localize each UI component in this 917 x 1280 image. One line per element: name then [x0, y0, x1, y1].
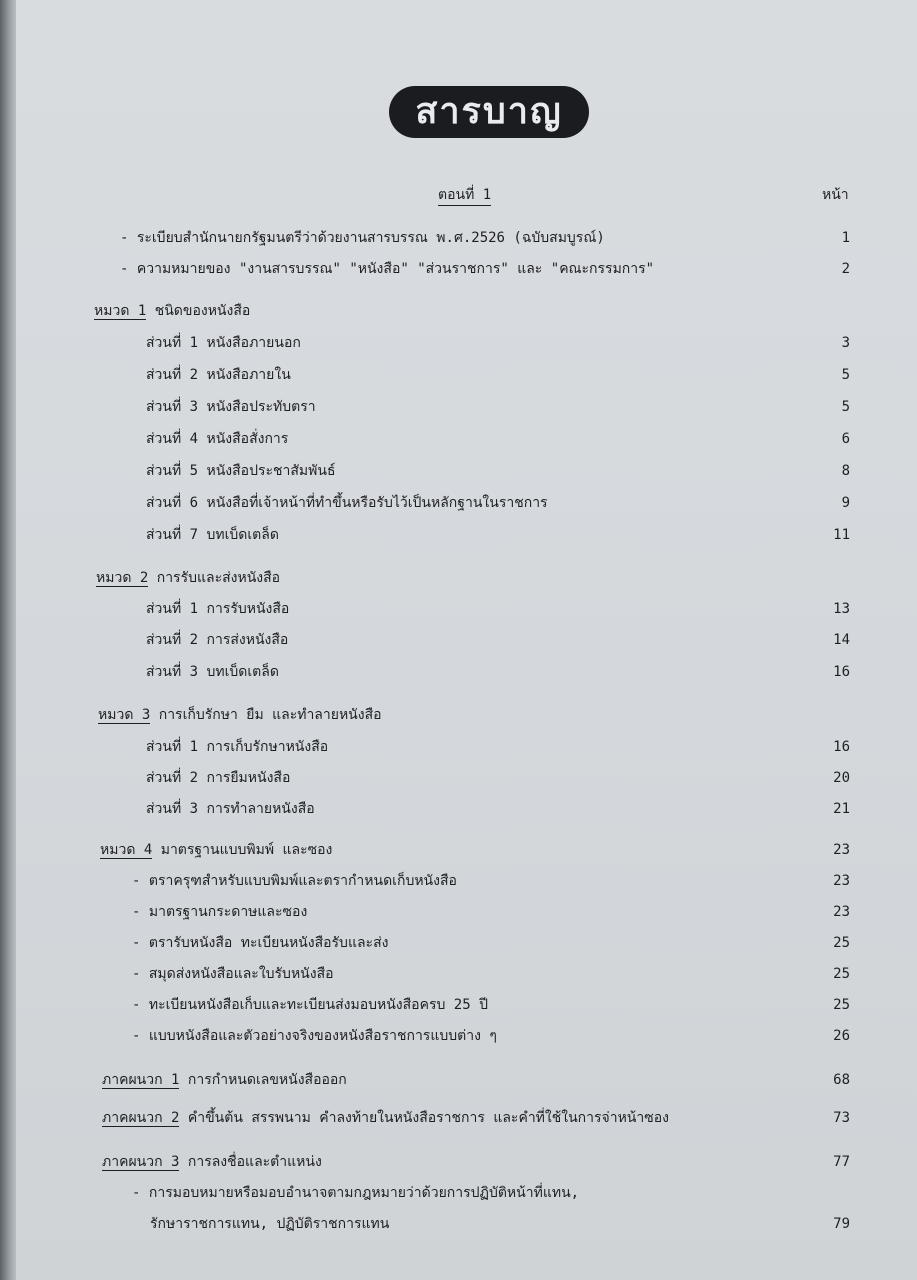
toc-row-page: 23 — [833, 904, 850, 920]
toc-row-text: ส่วนที่ 2 การยืมหนังสือ — [146, 770, 291, 786]
appendix-heading — [102, 1106, 850, 1130]
toc-row-text: ส่วนที่ 4 หนังสือสั่งการ — [146, 431, 289, 447]
toc-row — [146, 797, 850, 821]
appendix-heading — [102, 1068, 850, 1092]
toc-row — [146, 735, 850, 759]
toc-row-text: ส่วนที่ 1 การรับหนังสือ — [146, 601, 290, 617]
toc-row — [150, 1212, 850, 1236]
toc-row-page: 5 — [841, 367, 850, 383]
toc-row-page: 68 — [833, 1072, 850, 1088]
appendix-heading — [102, 1150, 850, 1174]
page-title: สารบาญ — [389, 86, 589, 138]
toc-row — [132, 1024, 850, 1048]
chapter-title: มาตรฐานแบบพิมพ์ และซอง — [160, 842, 333, 858]
toc-row-page: 14 — [833, 632, 850, 648]
toc-row-text: - ทะเบียนหนังสือเก็บและทะเบียนส่งมอบหนังสือครบ 25 ปี — [132, 997, 488, 1013]
toc-row-text: - มาตรฐานกระดาษและซอง — [132, 904, 308, 920]
toc-row-text: - สมุดส่งหนังสือและใบรับหนังสือ — [132, 966, 334, 982]
toc-row-page: 16 — [833, 664, 850, 680]
toc-row-text: ส่วนที่ 1 หนังสือภายนอก — [146, 335, 301, 351]
appendix-title: คำขึ้นต้น สรรพนาม คำลงท้ายในหนังสือราชการ และคำที่ใช้ในการจ่าหน้าซอง — [187, 1110, 669, 1126]
chapter-heading — [100, 838, 850, 862]
toc-row-text: ส่วนที่ 5 หนังสือประชาสัมพันธ์ — [146, 463, 336, 479]
toc-row-page: 11 — [833, 527, 850, 543]
toc-row-text: - ระเบียบสำนักนายกรัฐมนตรีว่าด้วยงานสารบรรณ พ.ศ.2526 (ฉบับสมบูรณ์) — [120, 230, 605, 246]
toc-row-page: 20 — [833, 770, 850, 786]
toc-row-page: 21 — [833, 801, 850, 817]
toc-row — [146, 459, 850, 483]
toc-row-text: ส่วนที่ 2 หนังสือภายใน — [146, 367, 291, 383]
appendix-label: ภาคผนวก 3 — [102, 1154, 180, 1170]
toc-row-text: - ตรารับหนังสือ ทะเบียนหนังสือรับและส่ง — [132, 935, 389, 951]
part-heading — [438, 184, 491, 206]
appendix-label: ภาคผนวก 1 — [102, 1072, 180, 1088]
toc-row — [120, 257, 850, 281]
toc-row-text: ส่วนที่ 2 การส่งหนังสือ — [146, 632, 289, 648]
toc-row-text: - การมอบหมายหรือมอบอำนาจตามกฎหมายว่าด้วยการปฏิบัติหน้าที่แทน, — [132, 1185, 580, 1201]
toc-row-page: 25 — [833, 966, 850, 982]
toc-row-page: 6 — [841, 431, 850, 447]
toc-row — [132, 1181, 850, 1205]
appendix-title: การกำหนดเลขหนังสือออก — [187, 1072, 347, 1088]
toc-row-page: 8 — [841, 463, 850, 479]
toc-row-text: ส่วนที่ 3 การทำลายหนังสือ — [146, 801, 315, 817]
part-heading-label: ตอนที่ 1 — [438, 187, 491, 206]
toc-row-text: ส่วนที่ 3 บทเบ็ดเตล็ด — [146, 664, 279, 680]
page-column-heading: หน้า — [822, 187, 849, 203]
toc-row-page: 26 — [833, 1028, 850, 1044]
toc-row — [146, 363, 850, 387]
toc-row-page: 16 — [833, 739, 850, 755]
toc-row — [146, 491, 850, 515]
chapter-title: ชนิดของหนังสือ — [154, 303, 251, 319]
toc-row — [146, 766, 850, 790]
book-spine-shadow — [0, 0, 16, 1280]
chapter-title: การรับและส่งหนังสือ — [156, 570, 281, 586]
toc-row-text: - ความหมายของ "งานสารบรรณ" "หนังสือ" "ส่วนราชการ" และ "คณะกรรมการ" — [120, 261, 655, 277]
toc-row — [132, 869, 850, 893]
chapter-label: หมวด 3 — [98, 707, 151, 723]
toc-row-text: - ตราครุฑสำหรับแบบพิมพ์และตรากำหนดเก็บหนังสือ — [132, 873, 457, 889]
toc-row-page: 25 — [833, 935, 850, 951]
chapter-heading — [98, 703, 850, 727]
toc-row — [120, 226, 850, 250]
toc-row-page: 13 — [833, 601, 850, 617]
toc-row-page: 23 — [833, 842, 850, 858]
toc-row-page: 23 — [833, 873, 850, 889]
toc-row-text: ส่วนที่ 7 บทเบ็ดเตล็ด — [146, 527, 279, 543]
toc-row-text: - แบบหนังสือและตัวอย่างจริงของหนังสือราชการแบบต่าง ๆ — [132, 1028, 497, 1044]
toc-row-page: 25 — [833, 997, 850, 1013]
toc-row — [132, 993, 850, 1017]
toc-row-text: ส่วนที่ 3 หนังสือประทับตรา — [146, 399, 316, 415]
toc-row-page: 77 — [833, 1154, 850, 1170]
toc-row-page: 73 — [833, 1110, 850, 1126]
toc-row-page: 3 — [841, 335, 850, 351]
toc-row — [146, 331, 850, 355]
toc-row-text: ส่วนที่ 1 การเก็บรักษาหนังสือ — [146, 739, 329, 755]
chapter-label: หมวด 2 — [96, 570, 149, 586]
toc-row-page: 2 — [841, 261, 850, 277]
toc-row — [146, 427, 850, 451]
toc-row-page: 9 — [841, 495, 850, 511]
toc-row-text: ส่วนที่ 6 หนังสือที่เจ้าหน้าที่ทำขึ้นหรือรับไว้เป็นหลักฐานในราชการ — [146, 495, 548, 511]
chapter-heading — [94, 299, 850, 323]
chapter-label: หมวด 4 — [100, 842, 153, 858]
toc-row — [132, 931, 850, 955]
chapter-label: หมวด 1 — [94, 303, 147, 319]
toc-page — [16, 0, 917, 1280]
appendix-label: ภาคผนวก 2 — [102, 1110, 180, 1126]
appendix-title: การลงชื่อและตำแหน่ง — [187, 1154, 322, 1170]
toc-row-page: 79 — [833, 1216, 850, 1232]
toc-row-text: รักษาราชการแทน, ปฏิบัติราชการแทน — [150, 1216, 390, 1232]
toc-row — [146, 395, 850, 419]
toc-row — [132, 962, 850, 986]
toc-row-page: 5 — [841, 399, 850, 415]
toc-row — [146, 597, 850, 621]
toc-row — [146, 523, 850, 547]
toc-row — [146, 628, 850, 652]
toc-row — [146, 660, 850, 684]
toc-row-page: 1 — [841, 230, 850, 246]
chapter-heading — [96, 566, 850, 590]
chapter-title: การเก็บรักษา ยืม และทำลายหนังสือ — [158, 707, 382, 723]
toc-row — [132, 900, 850, 924]
